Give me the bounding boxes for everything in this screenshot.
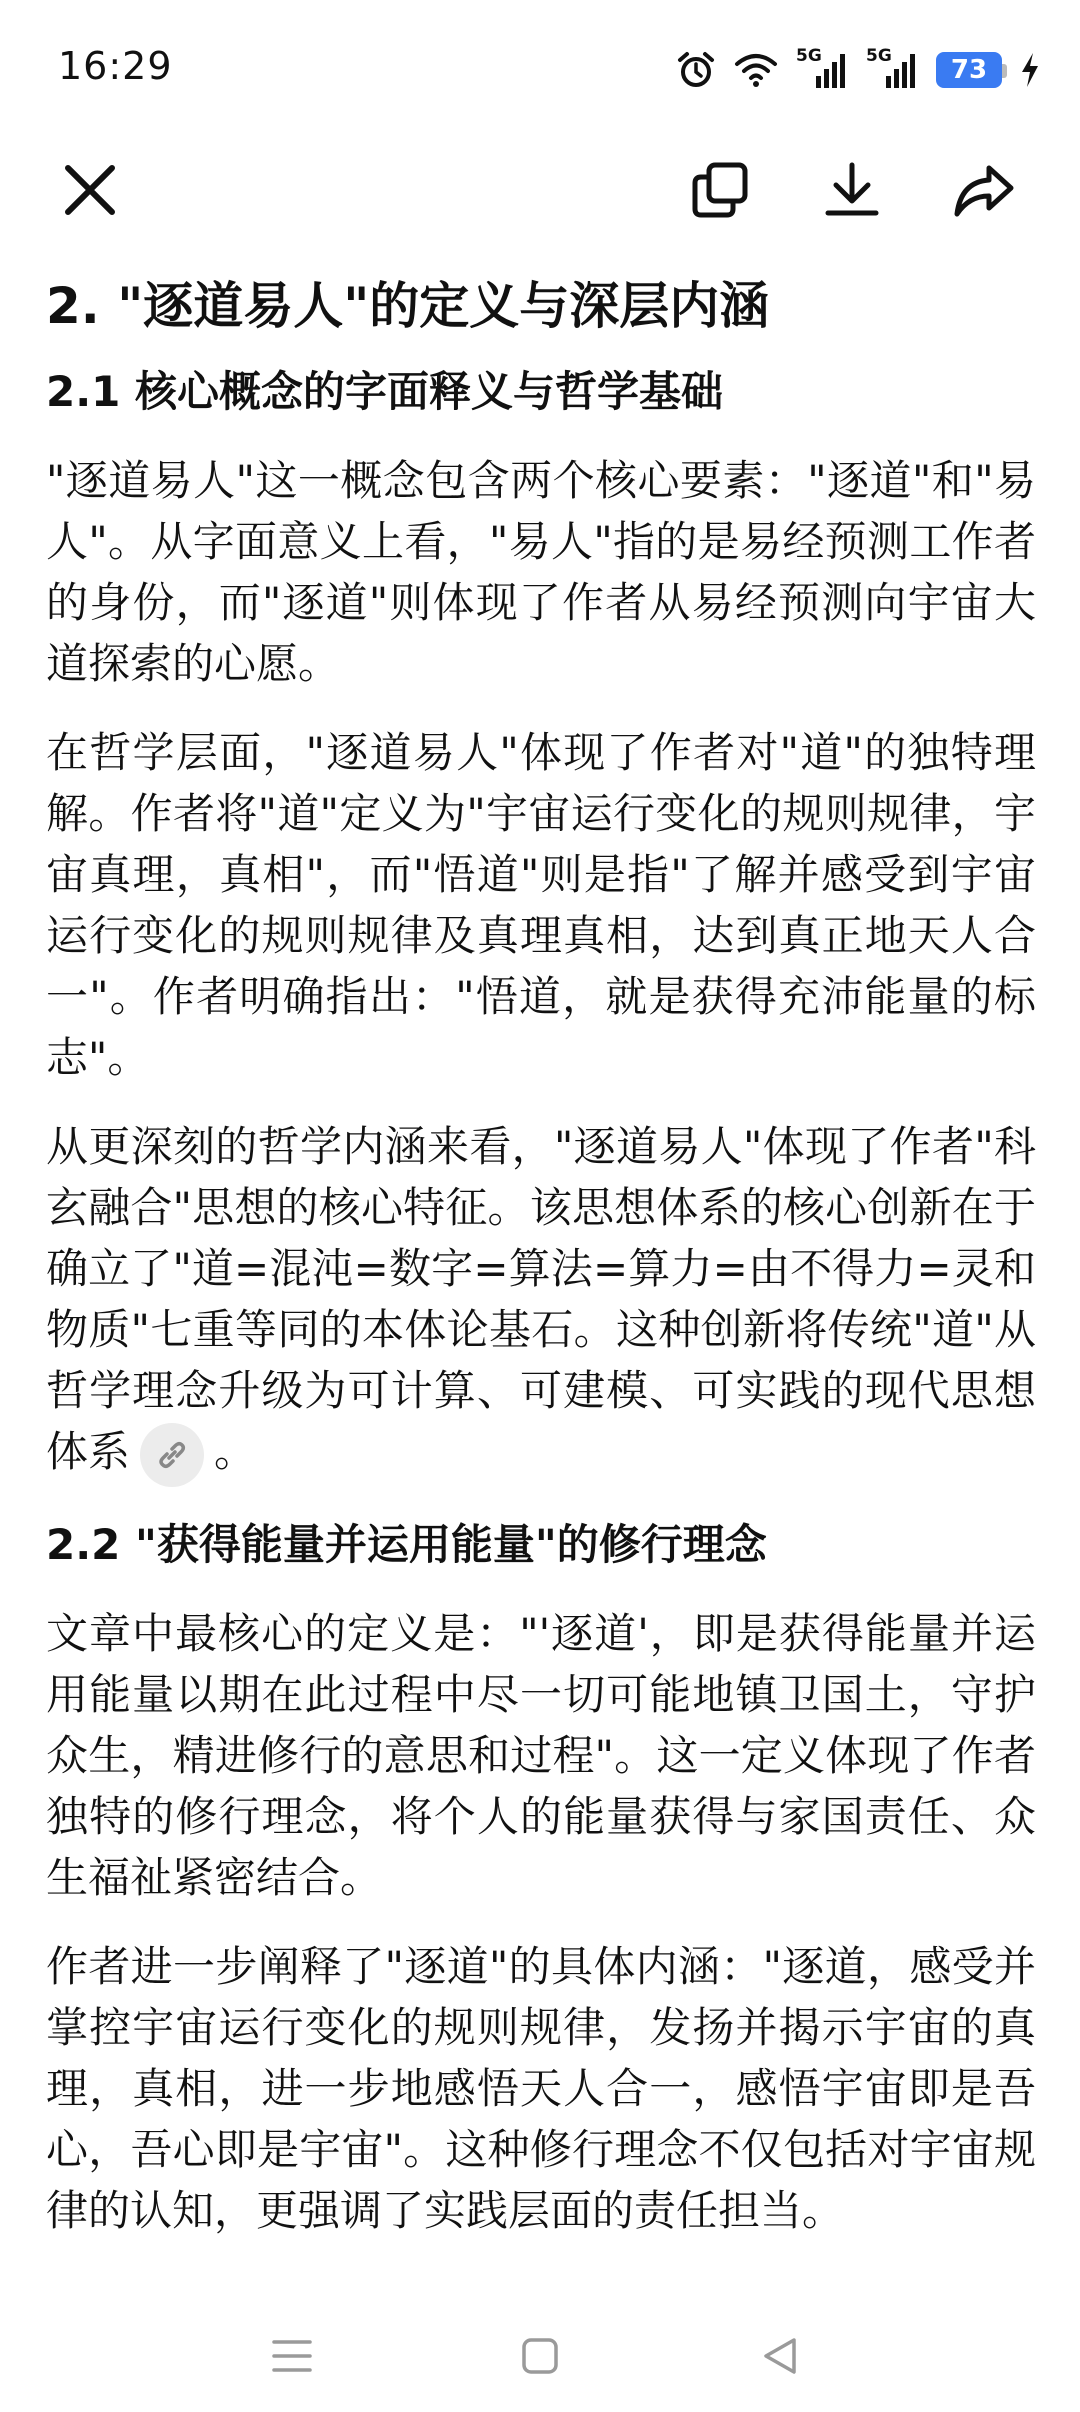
subsection-title: 2.1 核心概念的字面释义与哲学基础 — [46, 367, 724, 416]
close-button[interactable] — [40, 140, 140, 240]
status-time: 16:29 — [58, 44, 173, 88]
close-icon — [62, 162, 118, 218]
signal-label: 5G — [866, 46, 892, 66]
copy-button[interactable] — [670, 140, 770, 240]
section-title: 2. "逐道易人"的定义与深层内涵 — [46, 277, 770, 335]
status-bar — [0, 0, 1080, 140]
download-icon — [824, 161, 880, 219]
paragraph — [46, 1116, 1036, 1487]
share-button[interactable] — [934, 140, 1034, 240]
recent-apps-button[interactable] — [252, 2316, 332, 2396]
copy-icon — [691, 161, 749, 219]
paragraph: "逐道易人"这一概念包含两个核心要素："逐道"和"易人"。从字面意义上看，"易人"指的是易经预测工作者的身份，而"逐道"则体现了作者从易经预测向宇宙大道探索的心愿。 — [46, 456, 1036, 688]
charging-icon — [1020, 52, 1040, 88]
signal-5g-icon — [866, 46, 918, 90]
download-button[interactable] — [802, 140, 902, 240]
article-content — [46, 272, 1036, 2269]
wifi-icon — [734, 52, 778, 88]
share-icon — [953, 162, 1015, 218]
back-triangle-icon — [760, 2336, 800, 2376]
paragraph: 文章中最核心的定义是："'逐道'，即是获得能量并运用能量以期在此过程中尽一切可能地镇卫国土，守护众生，精进修行的意思和过程"。这一定义体现了作者独特的修行理念，将个人的能量获得与家国责任、众生福祉紧密结合。 — [46, 1608, 1036, 1902]
subsection-title: 2.2 "获得能量并运用能量"的修行理念 — [46, 1519, 767, 1569]
paragraph-text: 从更深刻的哲学内涵来看，"逐道易人"体现了作者"科玄融合"思想的核心特征。该思想体系的核心创新在于确立了"道=混沌=数字=算法=算力=由不得力=灵和物质"七重等同的本体论基石。这种创新将传统"道"从哲学理念升级为可计算、可建模、可实践的现代思想体系 — [46, 1122, 1036, 1476]
home-button[interactable] — [500, 2316, 580, 2396]
battery-icon — [936, 52, 1002, 88]
navigation-bar — [0, 2302, 1080, 2412]
signal-label: 5G — [796, 46, 822, 66]
reference-link-button[interactable] — [140, 1423, 204, 1487]
back-button[interactable] — [740, 2316, 820, 2396]
home-square-icon — [520, 2336, 560, 2376]
alarm-icon — [676, 50, 716, 90]
paragraph: 作者进一步阐释了"逐道"的具体内涵："逐道，感受并掌控宇宙运行变化的规则规律，发扬并揭示宇宙的真理，真相，进一步地感悟天人合一，感悟宇宙即是吾心，吾心即是宇宙"。这种修行理念不仅包括对宇宙规律的认知，更强调了实践层面的责任担当。 — [46, 1941, 1036, 2235]
status-icons — [676, 48, 1040, 92]
paragraph: 在哲学层面，"逐道易人"体现了作者对"道"的独特理解。作者将"道"定义为"宇宙运行变化的规则规律，宇宙真理，真相"，而"悟道"则是指"了解并感受到宇宙运行变化的规则规律及真理真相，达到真正地天人合一"。作者明确指出："悟道，就是获得充沛能量的标志"。 — [46, 728, 1036, 1082]
signal-5g-icon — [796, 46, 848, 90]
top-toolbar — [0, 140, 1080, 270]
menu-icon — [270, 2336, 314, 2376]
link-icon — [154, 1437, 190, 1473]
battery-level: 73 — [950, 55, 988, 85]
paragraph-tail: 。 — [214, 1427, 257, 1476]
